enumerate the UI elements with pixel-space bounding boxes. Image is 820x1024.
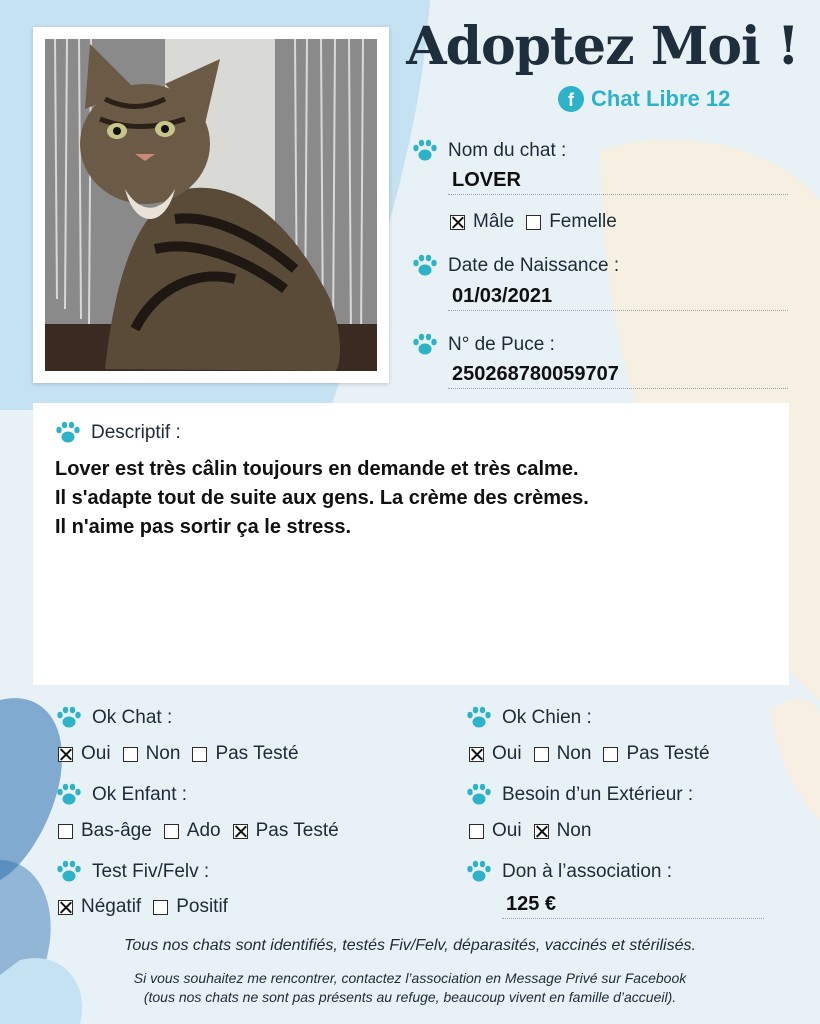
- cat-photo-frame: [33, 27, 389, 383]
- description-line: Il n'aime pas sortir ça le stress.: [55, 516, 352, 538]
- checkbox[interactable]: [469, 747, 484, 762]
- test-fiv-option-negatif[interactable]: [58, 896, 141, 918]
- ok-enfant-option-pas-teste[interactable]: [233, 820, 339, 842]
- ok-chat-option-oui[interactable]: [58, 743, 111, 765]
- ok-chat-option-non[interactable]: [123, 743, 181, 765]
- option-label: Oui: [492, 743, 522, 764]
- checkbox[interactable]: [58, 824, 73, 839]
- exterieur-option-non[interactable]: [534, 820, 592, 842]
- sex-option-female[interactable]: [526, 211, 617, 233]
- ok-chat-options: [58, 743, 311, 765]
- description-line: Il s'adapte tout de suite aux gens. La crème des crèmes.: [55, 487, 589, 509]
- ok-chien-label: Ok Chien :: [502, 707, 592, 728]
- cat-photo: [45, 39, 377, 371]
- paw-icon: [56, 860, 82, 884]
- description-text: [55, 455, 775, 542]
- sex-option-male[interactable]: [450, 211, 514, 233]
- ok-chat-label: Ok Chat :: [92, 707, 173, 728]
- checkbox[interactable]: [58, 900, 73, 915]
- page-title: Adoptez Moi !: [406, 16, 799, 77]
- facebook-page-link[interactable]: [558, 84, 730, 114]
- male-checkbox[interactable]: [450, 215, 465, 230]
- paw-icon: [466, 860, 492, 884]
- test-fiv-options: [58, 896, 240, 918]
- checkbox[interactable]: [233, 824, 248, 839]
- option-label: Non: [556, 820, 592, 841]
- ok-chien-field: [466, 706, 592, 730]
- ok-enfant-option-bas-age[interactable]: [58, 820, 152, 842]
- exterieur-field: [466, 783, 693, 807]
- don-value: 125 €: [502, 893, 764, 919]
- footer-contact-line: (tous nos chats ne sont pas présents au refuge, beaucoup vivent en famille d’accueil).: [143, 989, 677, 1005]
- ok-chat-option-pas-teste[interactable]: [192, 743, 298, 765]
- option-label: Oui: [492, 820, 522, 841]
- paw-icon: [412, 333, 438, 357]
- paw-icon: [56, 706, 82, 730]
- paw-icon: [412, 254, 438, 278]
- option-label: Non: [145, 743, 181, 764]
- don-label: Don à l’association :: [502, 861, 673, 882]
- checkbox[interactable]: [58, 747, 73, 762]
- checkbox[interactable]: [534, 747, 549, 762]
- test-fiv-label: Test Fiv/Felv :: [92, 861, 210, 882]
- option-label: Oui: [81, 743, 111, 764]
- footer-contact: [0, 969, 820, 1007]
- paw-icon: [466, 706, 492, 730]
- checkbox[interactable]: [469, 824, 484, 839]
- ok-enfant-field: [56, 783, 187, 807]
- ok-chien-option-oui[interactable]: [469, 743, 522, 765]
- exterieur-label: Besoin d’un Extérieur :: [502, 784, 694, 805]
- footer-note: Tous nos chats sont identifiés, testés Fiv/Felv, déparasités, vaccinés et stérilisés.: [124, 937, 696, 954]
- option-label: Bas-âge: [81, 820, 152, 841]
- checkbox[interactable]: [153, 900, 168, 915]
- chip-value: 250268780059707: [448, 363, 788, 389]
- option-label: Négatif: [81, 896, 142, 917]
- description-header: [55, 421, 181, 445]
- chip-field: [412, 333, 555, 357]
- cat-name-label: Nom du chat :: [448, 140, 567, 161]
- sex-options: [450, 211, 629, 233]
- checkbox[interactable]: [603, 747, 618, 762]
- cat-name-value: LOVER: [448, 169, 788, 195]
- facebook-page-name: Chat Libre 12: [591, 86, 731, 111]
- exterieur-options: [469, 820, 603, 842]
- ok-chat-field: [56, 706, 172, 730]
- female-label: Femelle: [549, 211, 617, 232]
- male-label: Mâle: [473, 211, 515, 232]
- ok-enfant-label: Ok Enfant :: [92, 784, 188, 805]
- female-checkbox[interactable]: [526, 215, 541, 230]
- checkbox[interactable]: [534, 824, 549, 839]
- option-label: Pas Testé: [215, 743, 299, 764]
- ok-chien-options: [469, 743, 722, 765]
- ok-enfant-option-ado[interactable]: [164, 820, 221, 842]
- description-label: Descriptif :: [91, 422, 181, 443]
- ok-chien-option-pas-teste[interactable]: [603, 743, 709, 765]
- cat-name-field: [412, 139, 566, 163]
- chip-label: N° de Puce :: [448, 334, 555, 355]
- paw-icon: [55, 421, 81, 445]
- option-label: Pas Testé: [626, 743, 710, 764]
- paw-icon: [466, 783, 492, 807]
- test-fiv-field: [56, 860, 209, 884]
- birth-date-value: 01/03/2021: [448, 285, 788, 311]
- ok-enfant-options: [58, 820, 351, 842]
- option-label: Pas Testé: [255, 820, 339, 841]
- don-field: [466, 860, 672, 884]
- option-label: Ado: [186, 820, 221, 841]
- option-label: Non: [556, 743, 592, 764]
- checkbox[interactable]: [192, 747, 207, 762]
- option-label: Positif: [176, 896, 228, 917]
- ok-chien-option-non[interactable]: [534, 743, 592, 765]
- description-box: [33, 403, 789, 685]
- footer-contact-line: Si vous souhaitez me rencontrer, contactez l’association en Message Privé sur Facebook: [133, 970, 687, 986]
- birth-date-label: Date de Naissance :: [448, 255, 620, 276]
- facebook-icon: f: [558, 86, 584, 112]
- checkbox[interactable]: [123, 747, 138, 762]
- paw-icon: [56, 783, 82, 807]
- exterieur-option-oui[interactable]: [469, 820, 522, 842]
- paw-icon: [412, 139, 438, 163]
- test-fiv-option-positif[interactable]: [153, 896, 228, 918]
- birth-date-field: [412, 254, 619, 278]
- description-line: Lover est très câlin toujours en demande et très calme.: [55, 458, 579, 480]
- checkbox[interactable]: [164, 824, 179, 839]
